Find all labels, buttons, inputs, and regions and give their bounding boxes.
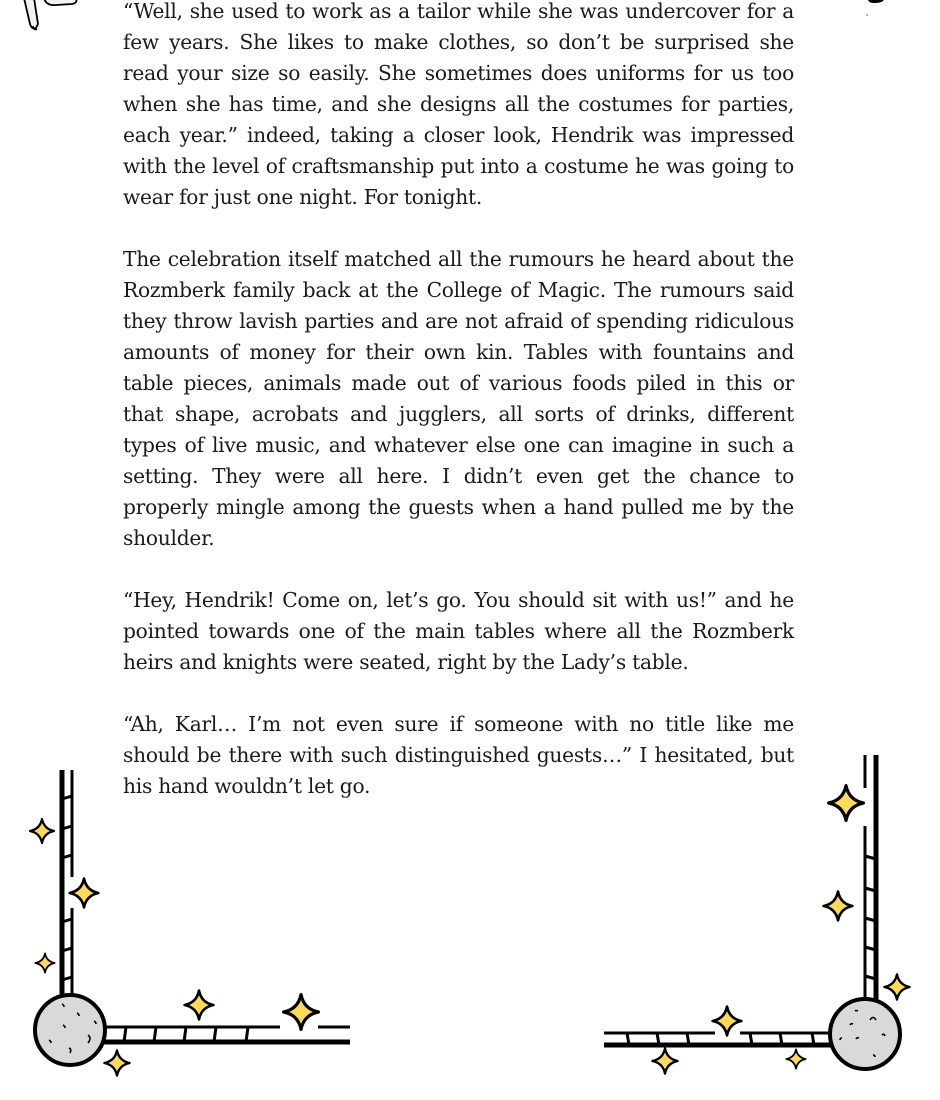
star-icon — [786, 1049, 805, 1068]
story-text — [123, 0, 794, 802]
decoration-fragment-icon — [860, 0, 900, 20]
star-icon — [30, 819, 54, 843]
star-icon — [713, 1007, 742, 1036]
star-icon — [829, 786, 864, 821]
star-icon — [70, 879, 99, 908]
paragraph: “Hey, Hendrik! Come on, let’s go. You should sit with us!” and he pointed towards one of the main tables where all the Rozmberk heirs and knights were seated, right by the Lady’s table. — [123, 588, 794, 674]
moon-icon — [830, 999, 900, 1069]
ladder-border-left-corner — [0, 740, 360, 1100]
paragraph: “Ah, Karl… I’m not even sure if someone with no title like me should be there with such distinguished guests…” I hesitated, but his hand wouldn’t let go. — [123, 712, 794, 798]
star-icon — [284, 995, 319, 1030]
star-icon — [35, 953, 54, 972]
star-icon — [652, 1048, 677, 1073]
hand-icon — [0, 0, 90, 34]
star-icon — [185, 991, 214, 1020]
paragraph: The celebration itself matched all the rumours he heard about the Rozmberk family back at the College of Magic. The rumours said they throw lavish parties and are not afraid of spending ridiculous amounts of money for their own kin. Tables with fountains and table pieces, animals made out of various foods piled in this or that shape, acrobats and jugglers, all sorts of drinks, different types of live music, and whatever else one can imagine in such a setting. They were all here. I didn’t even get the chance to properly mingle among the guests when a hand pulled me by the shoulder. — [123, 247, 794, 550]
moon-icon — [35, 995, 105, 1065]
star-icon — [884, 974, 909, 999]
star-icon — [824, 892, 853, 921]
paragraph: “Well, she used to work as a tailor while she was undercover for a few years. She likes to make clothes, so don’t be surprised she read your size so easily. She sometimes does uniforms for us too when she has time, and she designs all the costumes for parties, each year.” indeed, taking a closer look, Hendrik was impressed with the level of craftsmanship put into a costume he was going to wear for just one night. For tonight. — [123, 0, 794, 209]
ladder-border-right-corner — [590, 740, 940, 1100]
star-icon — [104, 1050, 129, 1075]
